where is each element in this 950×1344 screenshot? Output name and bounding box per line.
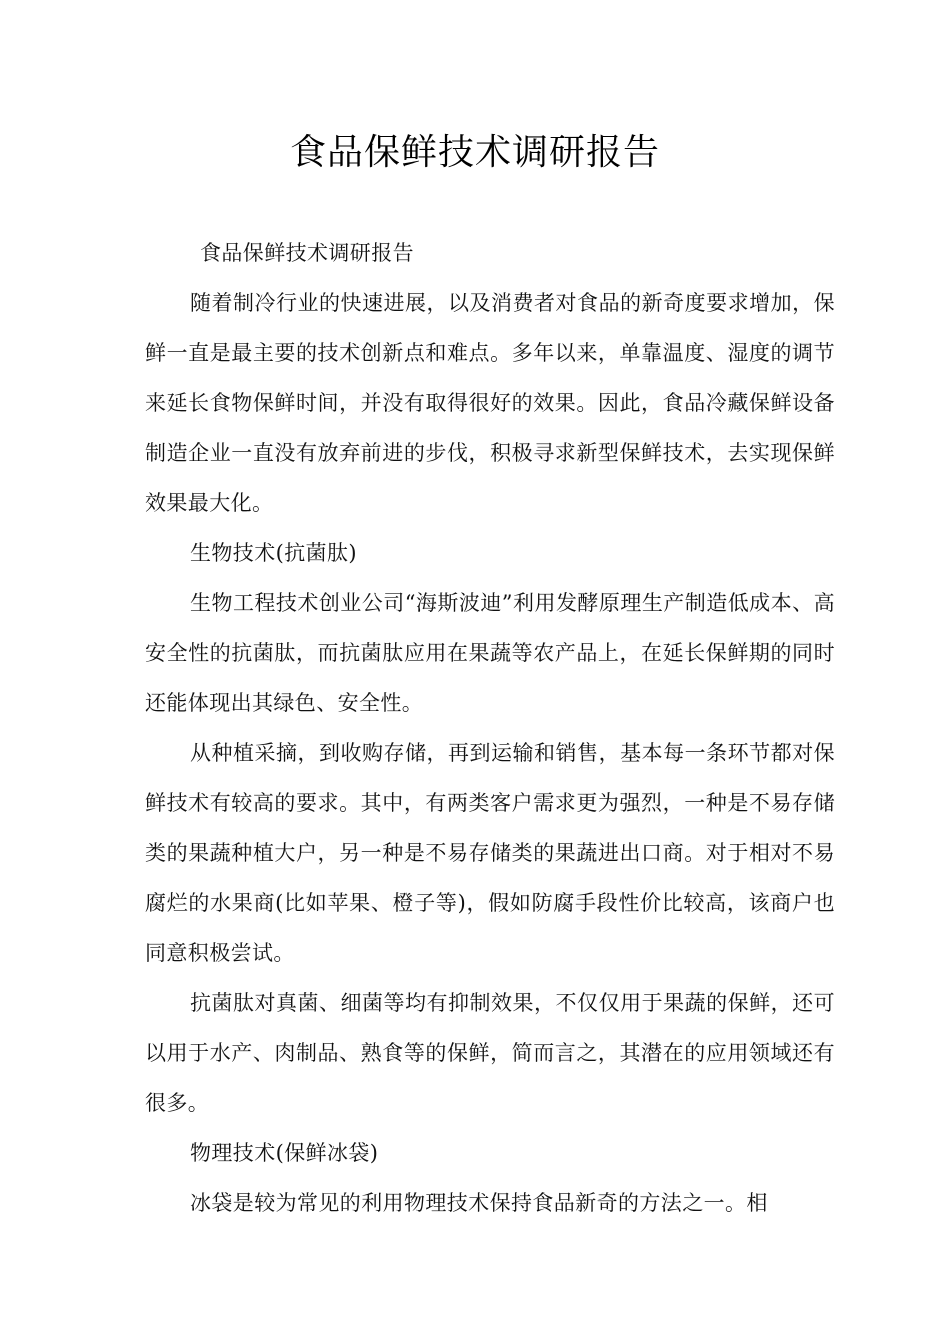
paragraph-antibacterial-uses: 抗菌肽对真菌、细菌等均有抑制效果，不仅仅用于果蔬的保鲜，还可以用于水产、肉制品、熟食等的保鲜，简而言之，其潜在的应用领域还有很多。: [145, 991, 835, 1115]
paragraph-ice-pack: 冰袋是较为常见的利用物理技术保持食品新奇的方法之一。相: [190, 1191, 768, 1215]
section-heading-physical: 物理技术(保鲜冰袋): [190, 1141, 379, 1165]
document-body: [145, 228, 835, 1228]
page-title: 食品保鲜技术调研报告: [289, 132, 660, 173]
section-heading-biotech: 生物技术(抗菌肽): [190, 541, 357, 565]
document-subtitle: 食品保鲜技术调研报告: [200, 241, 414, 265]
paragraph-supply-chain: 从种植采摘，到收购存储，再到运输和销售，基本每一条环节都对保鲜技术有较高的要求。其中，有两类客户需求更为强烈，一种是不易存储类的果蔬种植大户，另一种是不易存储类的果蔬进出口商。对于相对不易腐烂的水果商(比如苹果、橙子等)，假如防腐手段性价比较高，该商户也同意积极尝试。: [145, 741, 835, 965]
paragraph-intro: 随着制冷行业的快速进展，以及消费者对食品的新奇度要求增加，保鲜一直是最主要的技术创新点和难点。多年以来，单靠温度、湿度的调节来延长食物保鲜时间，并没有取得很好的效果。因此，食品冷藏保鲜设备制造企业一直没有放弃前进的步伐，积极寻求新型保鲜技术，去实现保鲜效果最大化。: [145, 291, 835, 515]
paragraph-biotech-company: 生物工程技术创业公司“海斯波迪”利用发酵原理生产制造低成本、高安全性的抗菌肽，而抗菌肽应用在果蔬等农产品上，在延长保鲜期的同时还能体现出其绿色、安全性。: [145, 591, 835, 715]
